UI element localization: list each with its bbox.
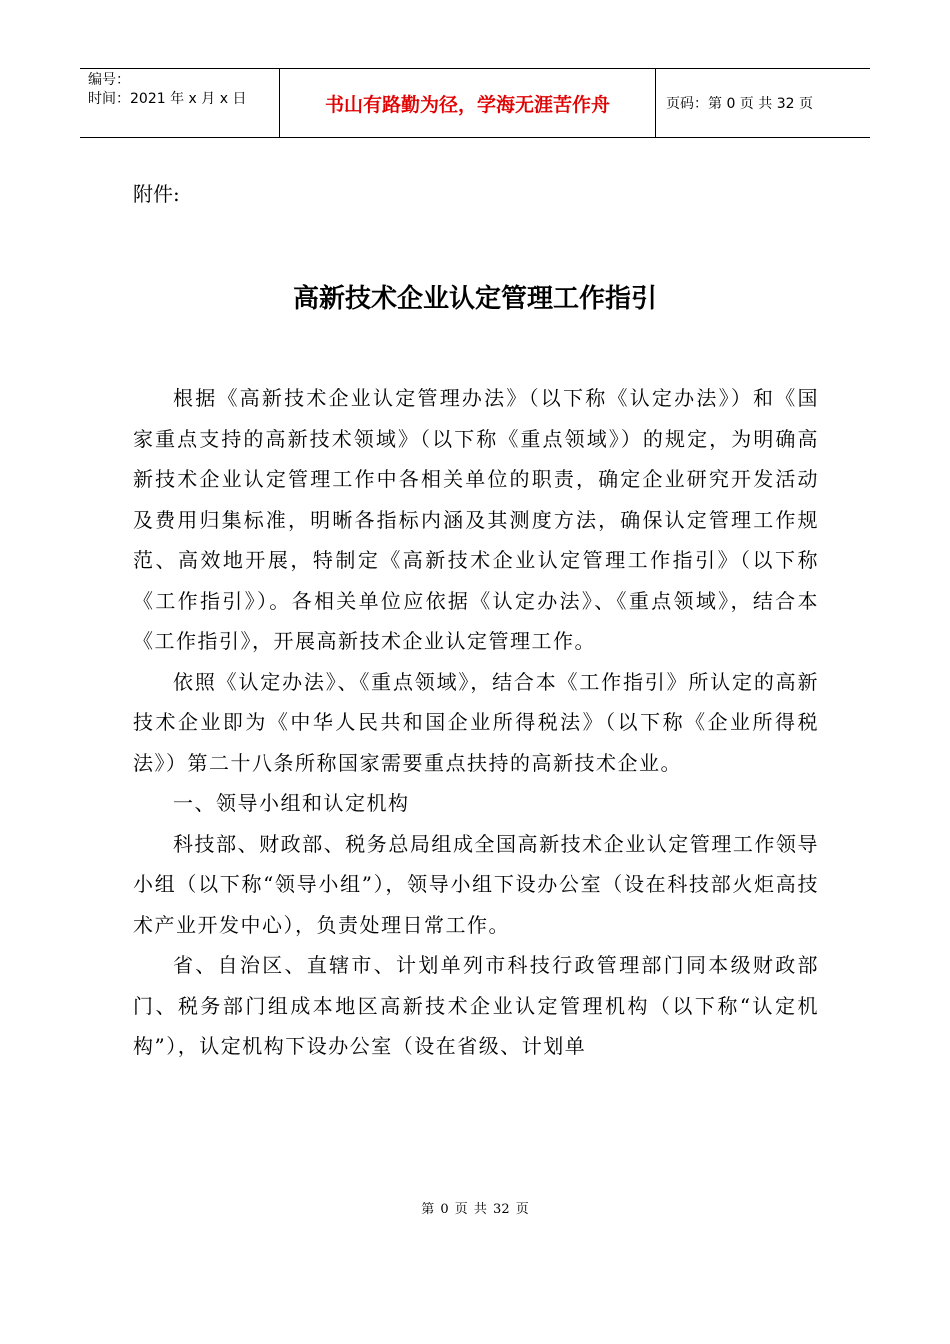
section-heading: 一、领导小组和认定机构 [173, 791, 410, 815]
header-info-cell [80, 69, 280, 137]
document-body [133, 378, 819, 1067]
header-page-number: 页码：第 0 页 共 32 页 [666, 96, 813, 112]
document-number-label: 编号： [88, 72, 130, 88]
document-title: 高新技术企业认定管理工作指引 [292, 284, 657, 314]
header-motto: 书山有路勤为径，学海无涯苦作舟 [280, 69, 656, 137]
body-paragraph: 依照《认定办法》、《重点领域》，结合本《工作指引》所认定的高新技术企业即为《中华人民共和国企业所得税法》（以下称《企业所得税法》）第二十八条所称国家需要重点扶持的高新技术企业。 [133, 669, 819, 775]
body-paragraph: 根据《高新技术企业认定管理办法》（以下称《认定办法》）和《国家重点支持的高新技术领域》（以下称《重点领域》）的规定，为明确高新技术企业认定管理工作中各相关单位的职责，确定企业研究开发活动及费用归集标准，明晰各指标内涵及其测度方法，确保认定管理工作规范、高效地开展，特制定《高新技术企业认定管理工作指引》（以下称《工作指引》）。各相关单位应依据《认定办法》、《重点领域》，结合本《工作指引》，开展高新技术企业认定管理工作。 [133, 386, 819, 653]
page-footer: 第 0 页 共 32 页 [421, 1202, 529, 1217]
body-paragraph: 科技部、财政部、税务总局组成全国高新技术企业认定管理工作领导小组（以下称“领导小组”），领导小组下设办公室（设在科技部火炬高技术产业开发中心），负责处理日常工作。 [133, 831, 819, 937]
attachment-label: 附件: [133, 182, 180, 206]
document-header-table [80, 68, 870, 138]
body-paragraph: 省、自治区、直辖市、计划单列市科技行政管理部门同本级财政部门、税务部门组成本地区高新技术企业认定管理机构（以下称“认定机构”），认定机构下设办公室（设在省级、计划单 [133, 953, 819, 1058]
document-date-label: 时间：2021 年 x 月 x 日 [88, 91, 247, 107]
